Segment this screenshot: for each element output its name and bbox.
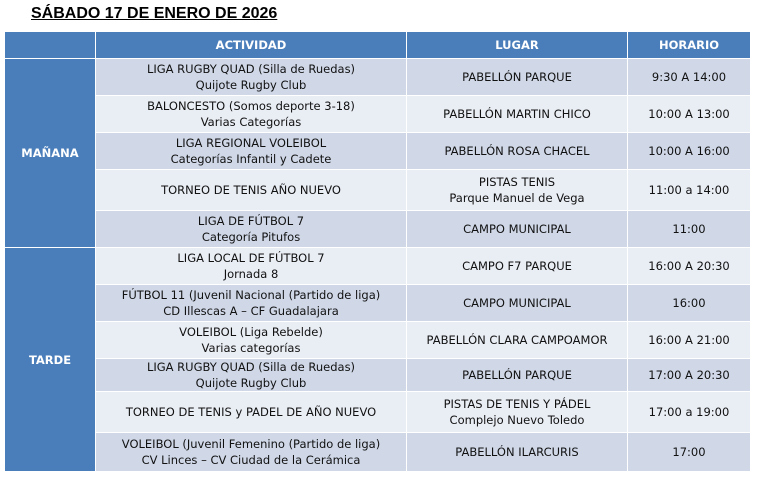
- horario-cell: 10:00 A 16:00: [628, 133, 751, 170]
- lugar-cell: [407, 170, 628, 211]
- actividad-cell-line: VOLEIBOL (Juvenil Femenino (Partido de liga): [121, 437, 381, 451]
- horario-cell: 9:30 A 14:00: [628, 59, 751, 96]
- horario-cell: 16:00 A 20:30: [628, 248, 751, 285]
- actividad-cell-line: VOLEIBOL (Liga Rebelde): [179, 325, 323, 339]
- lugar-cell: [407, 433, 628, 472]
- table-row: [5, 248, 751, 285]
- actividad-cell-line: TORNEO DE TENIS AÑO NUEVO: [161, 183, 341, 197]
- actividad-cell: [96, 322, 407, 359]
- actividad-cell-line: FÚTBOL 11 (Juvenil Nacional (Partido de liga): [121, 288, 381, 302]
- lugar-cell: [407, 133, 628, 170]
- actividad-cell: [96, 248, 407, 285]
- actividad-cell: [96, 211, 407, 248]
- lugar-cell: [407, 285, 628, 322]
- actividad-cell-line: CV Linces – CV Ciudad de la Cerámica: [141, 453, 361, 467]
- table-row: [5, 359, 751, 392]
- lugar-cell-line: CAMPO MUNICIPAL: [463, 222, 571, 236]
- lugar-cell-line: PABELLÓN CLARA CAMPOAMOR: [426, 333, 608, 347]
- actividad-cell-line: Varias categorías: [201, 341, 301, 355]
- actividad-cell: [96, 59, 407, 96]
- actividad-cell-line: Varias Categorías: [200, 115, 302, 129]
- lugar-cell-line: PABELLÓN PARQUE: [462, 368, 572, 382]
- actividad-cell-line: Categorías Infantil y Cadete: [170, 152, 332, 166]
- actividad-cell-line: Quijote Rugby Club: [195, 376, 307, 390]
- actividad-cell-line: LIGA RUGBY QUAD (Silla de Ruedas): [146, 360, 356, 374]
- actividad-cell-line: LIGA LOCAL DE FÚTBOL 7: [177, 251, 325, 265]
- lugar-cell: [407, 96, 628, 133]
- header-horario: HORARIO: [628, 32, 751, 59]
- table-row: [5, 133, 751, 170]
- actividad-cell-line: Quijote Rugby Club: [195, 78, 307, 92]
- horario-cell: 17:00: [628, 433, 751, 472]
- horario-cell: 17:00 A 20:30: [628, 359, 751, 392]
- actividad-cell-line: LIGA DE FÚTBOL 7: [197, 214, 305, 228]
- table-row: [5, 285, 751, 322]
- header-row: [5, 32, 751, 59]
- lugar-cell: [407, 322, 628, 359]
- header-actividad: ACTIVIDAD: [96, 32, 407, 59]
- horario-cell: 10:00 A 13:00: [628, 96, 751, 133]
- lugar-cell-line: CAMPO MUNICIPAL: [463, 296, 571, 310]
- lugar-cell-line: PABELLÓN MARTIN CHICO: [443, 107, 591, 121]
- actividad-cell: [96, 133, 407, 170]
- header-lugar: LUGAR: [407, 32, 628, 59]
- table-row: [5, 96, 751, 133]
- lugar-cell-line: PABELLÓN ILARCURIS: [455, 445, 579, 459]
- lugar-cell-line: PABELLÓN PARQUE: [462, 70, 572, 84]
- actividad-cell-line: TORNEO DE TENIS y PADEL DE AÑO NUEVO: [125, 405, 377, 419]
- lugar-cell-line: PABELLÓN ROSA CHACEL: [444, 144, 590, 158]
- actividad-cell: [96, 392, 407, 433]
- actividad-cell: [96, 359, 407, 392]
- lugar-cell: [407, 392, 628, 433]
- period-label: MAÑANA: [5, 59, 96, 248]
- horario-cell: 17:00 a 19:00: [628, 392, 751, 433]
- lugar-cell-line: Parque Manuel de Vega: [449, 191, 585, 205]
- horario-cell: 16:00: [628, 285, 751, 322]
- actividad-cell: [96, 285, 407, 322]
- lugar-cell-line: PISTAS TENIS: [478, 175, 556, 189]
- schedule-table: [4, 31, 751, 472]
- lugar-cell: [407, 248, 628, 285]
- horario-cell: 11:00: [628, 211, 751, 248]
- schedule-body: [5, 59, 751, 472]
- lugar-cell: [407, 359, 628, 392]
- lugar-cell-line: Complejo Nuevo Toledo: [449, 413, 585, 427]
- actividad-cell: [96, 433, 407, 472]
- actividad-cell-line: LIGA REGIONAL VOLEIBOL: [175, 136, 327, 150]
- actividad-cell: [96, 96, 407, 133]
- table-row: [5, 59, 751, 96]
- actividad-cell-line: CD Illescas A – CF Guadalajara: [163, 304, 339, 318]
- header-period: [5, 32, 96, 59]
- table-row: [5, 433, 751, 472]
- table-row: [5, 322, 751, 359]
- horario-cell: 11:00 a 14:00: [628, 170, 751, 211]
- table-row: [5, 211, 751, 248]
- actividad-cell: [96, 170, 407, 211]
- lugar-cell-line: PISTAS DE TENIS Y PÁDEL: [443, 397, 591, 411]
- page-title: SÁBADO 17 DE ENERO DE 2026: [31, 5, 278, 22]
- actividad-cell-line: Categoría Pitufos: [201, 230, 301, 244]
- lugar-cell: [407, 59, 628, 96]
- actividad-cell-line: LIGA RUGBY QUAD (Silla de Ruedas): [146, 62, 356, 76]
- lugar-cell: [407, 211, 628, 248]
- table-row: [5, 392, 751, 433]
- lugar-cell-line: CAMPO F7 PARQUE: [462, 259, 572, 273]
- horario-cell: 16:00 A 21:00: [628, 322, 751, 359]
- period-label: TARDE: [5, 248, 96, 472]
- actividad-cell-line: Jornada 8: [223, 267, 279, 281]
- table-row: [5, 170, 751, 211]
- actividad-cell-line: BALONCESTO (Somos deporte 3-18): [147, 99, 355, 113]
